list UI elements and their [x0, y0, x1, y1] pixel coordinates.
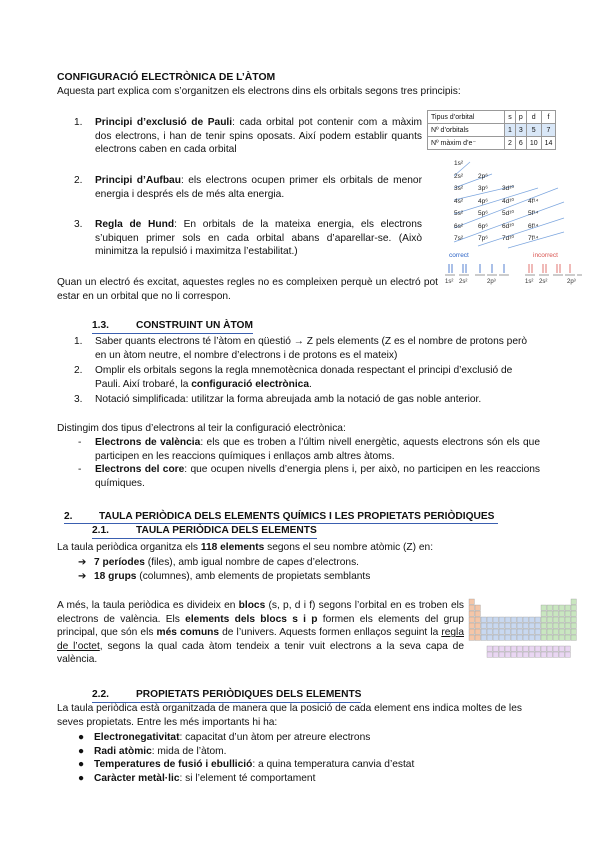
element-cell — [559, 629, 564, 634]
element-cell — [553, 629, 558, 634]
principle-aufbau: 2. Principi d’Aufbau: els electrons ocupen primer els orbitals de menor energia i després els de més alta energia. — [74, 175, 422, 200]
element-cell — [559, 617, 564, 622]
element-cell — [535, 617, 540, 622]
element-cell — [553, 611, 558, 616]
element-cell — [469, 605, 474, 610]
bullet-icon: ● — [78, 745, 85, 757]
aufbau-labels — [454, 158, 538, 246]
orbital-table-header: Tipus d’orbital s p d f — [428, 111, 556, 124]
element-cell — [535, 646, 540, 651]
element-cell — [493, 652, 498, 657]
element-cell — [499, 652, 504, 657]
element-cell — [541, 629, 546, 634]
step-item: 1. Saber quants electrons té l’àtom en qüestió → Z pels elements (Z es el nombre de protons però en un àtom neutre, el nombre d’electrons i de protons es el mateix) — [74, 336, 528, 361]
periodic-table-intro: La taula periòdica organitza els 118 elements segons el seu nombre atòmic (Z) en: — [57, 542, 434, 553]
element-cell — [541, 623, 546, 628]
element-cell — [547, 623, 552, 628]
hund-diagram — [443, 252, 583, 292]
element-cell — [571, 629, 576, 634]
element-cell — [541, 617, 546, 622]
principle-name: Principi d’Aufbau — [95, 175, 181, 186]
element-cell — [559, 605, 564, 610]
element-cell — [559, 652, 564, 657]
arrow-item: ➔ 18 grups (columnes), amb elements de propietats semblants — [78, 570, 371, 582]
element-cell — [565, 617, 570, 622]
element-cell — [559, 611, 564, 616]
bullet-icon: ● — [78, 772, 85, 784]
element-cell — [541, 635, 546, 640]
element-cell — [571, 623, 576, 628]
element-cell — [487, 617, 492, 622]
electron-type-item: - Electrons del core: que ocupen nivells d’energia plens i, per això, no participen en les reaccions químiques. — [78, 464, 540, 489]
aufbau-diagram — [448, 158, 578, 250]
element-cell — [565, 629, 570, 634]
element-cell — [499, 623, 504, 628]
bullet-icon: ● — [78, 732, 85, 743]
element-cell — [511, 623, 516, 628]
heading-propietats: 2.2. PROPIETATS PERIÒDIQUES DELS ELEMENTS — [92, 688, 361, 703]
element-cell — [487, 652, 492, 657]
element-cell — [469, 599, 474, 604]
hund-correct-orbitals: 1s² 2s² 2p³ — [445, 279, 496, 285]
element-cell — [529, 623, 534, 628]
propietats-intro: La taula periòdica està organitzada de manera que la posició de cada element ens indica moltes de les seves propietats. Entre les més importants hi ha: — [57, 703, 522, 728]
heading-construint-atom: 1.3. CONSTRUINT UN ÀTOM — [92, 319, 253, 334]
periodic-table-arrows — [78, 556, 538, 583]
element-cell — [517, 652, 522, 657]
list-item: ● Caràcter metàl·lic: si l’element té comportament — [78, 772, 316, 784]
element-cell — [493, 635, 498, 640]
element-cell — [535, 652, 540, 657]
aufbau-row: 2s² 2p⁶ — [454, 172, 488, 180]
orbital-table-row: Nº d’orbitals 1 3 5 7 — [428, 124, 556, 137]
element-cell — [553, 605, 558, 610]
element-cell — [517, 629, 522, 634]
element-cell — [517, 623, 522, 628]
element-cell — [517, 635, 522, 640]
element-cell — [571, 617, 576, 622]
principle-pauli: 1. Principi d’exclusió de Pauli: cada orbital pot contenir com a màxim dos electrons, i han de tenir spins oposats. Així podem establir quants electrons caben en cada orbital — [74, 117, 423, 156]
element-cell — [517, 646, 522, 651]
element-cell — [475, 605, 480, 610]
element-cell — [571, 635, 576, 640]
element-cell — [511, 652, 516, 657]
hund-boxes — [443, 259, 583, 277]
excited-electron-note: Quan un electró és excitat, aquestes regles no es compleixen perquè un electró pot estar en un orbital que no li correspon. — [57, 277, 438, 302]
element-cell — [475, 635, 480, 640]
element-cell — [541, 652, 546, 657]
element-cell — [547, 611, 552, 616]
element-cell — [481, 629, 486, 634]
element-cell — [559, 623, 564, 628]
principle-name: Principi d’exclusió de Pauli — [95, 117, 233, 128]
element-cell — [481, 623, 486, 628]
element-cell — [529, 646, 534, 651]
element-cell — [499, 617, 504, 622]
element-cell — [517, 617, 522, 622]
arrow-item: ➔ 7 períodes (files), amb igual nombre de capes d’electrons. — [78, 557, 360, 568]
orbital-table — [427, 110, 556, 150]
electron-type-item: - Electrons de valència: els que es troben a l’últim nivell energètic, aquests electrons són els que participen en les reaccions químiques i enllaços amb altres àtoms. — [78, 437, 540, 462]
element-cell — [565, 635, 570, 640]
element-cell — [571, 599, 576, 604]
element-cell — [571, 611, 576, 616]
aufbau-row: 7s² 7p⁶ 7d¹⁰ 7f¹⁴ — [454, 235, 539, 242]
aufbau-row: 3s² 3p⁶ 3d¹⁰ — [454, 185, 515, 192]
blocks-paragraph: A més, la taula periòdica es divideix en blocs (s, p, d i f) segons l’orbital en es troben els electrons de valència. Els elements dels blocs s i p formen els elements del grup principal, que són els més comuns de l’univers. Aquests formen enllaços seguint la regla de l’octet, segons la qual cada àtom tendeix a tenir vuit electrons a la seva capa de valència. — [57, 600, 464, 666]
element-cell — [493, 629, 498, 634]
element-cell — [523, 635, 528, 640]
element-cell — [565, 652, 570, 657]
element-cell — [523, 646, 528, 651]
element-cell — [487, 623, 492, 628]
element-cell — [553, 623, 558, 628]
element-cell — [511, 635, 516, 640]
electron-types-intro: Distingim dos tipus d’electrons al teir la configuració electrònica: — [57, 423, 346, 434]
orbital-table-row: Nº màxim d’e⁻ 2 6 10 14 — [428, 137, 556, 150]
step-item: 3. Notació simplificada: utilitzar la forma abreujada amb la notació de gas noble anterior. — [74, 394, 482, 406]
element-cell — [475, 629, 480, 634]
element-cell — [487, 646, 492, 651]
element-cell — [475, 623, 480, 628]
hund-incorrect-label: incorrect — [533, 252, 558, 259]
element-cell — [547, 605, 552, 610]
list-item: ● Radi atòmic: mida de l’àtom. — [78, 745, 227, 757]
element-cell — [559, 646, 564, 651]
element-cell — [547, 629, 552, 634]
element-cell — [541, 646, 546, 651]
list-item: ● Temperatures de fusió i ebullició: a quina temperatura canvia d’estat — [78, 759, 415, 771]
element-cell — [565, 646, 570, 651]
heading-taula-periodica-main: 2. TAULA PERIÒDICA DELS ELEMENTS QUÍMICS I LES PROPIETATS PERIÒDIQUES — [64, 510, 494, 524]
aufbau-row: 1s² — [454, 160, 464, 167]
element-cell — [571, 605, 576, 610]
arrow-icon: ➔ — [78, 570, 87, 582]
element-cell — [535, 635, 540, 640]
element-cell — [559, 635, 564, 640]
element-cell — [565, 623, 570, 628]
element-cell — [493, 623, 498, 628]
section-intro: Aquesta part explica com s’organitzen els electrons dins els orbitals segons tres principis: — [57, 86, 461, 97]
element-cell — [547, 652, 552, 657]
element-cell — [523, 652, 528, 657]
aufbau-row: 4s² 4p⁶ 4d¹⁰ 4f¹⁴ — [454, 197, 539, 205]
element-cell — [475, 611, 480, 616]
hund-incorrect-orbitals: 1s² 2s² 2p³ — [525, 279, 576, 285]
principle-hund: 3. Regla de Hund: En orbitals de la mateixa energia, els electrons s’ubiquen primer sols en cada orbital abans d’aparellar-se. (Això minimitza la repulsió i maximitza l’estabilitat.) — [74, 219, 422, 258]
step-item: 2. Omplir els orbitals segons la regla mnemotècnica donada respectant el principi d’exclusió de Pauli. Així trobaré, la configuració electrònica. — [74, 365, 513, 390]
element-cell — [493, 646, 498, 651]
element-cell — [499, 635, 504, 640]
element-cell — [505, 646, 510, 651]
element-cell — [535, 629, 540, 634]
element-cell — [499, 646, 504, 651]
element-cell — [469, 629, 474, 634]
element-cell — [511, 629, 516, 634]
element-cell — [553, 617, 558, 622]
heading-taula-periodica-sub: 2.1. TAULA PERIÒDICA DELS ELEMENTS — [92, 524, 317, 539]
element-cell — [469, 611, 474, 616]
element-cell — [541, 611, 546, 616]
element-cell — [511, 646, 516, 651]
electron-types-list — [78, 436, 540, 490]
element-cell — [523, 617, 528, 622]
element-cell — [475, 617, 480, 622]
element-cell — [469, 623, 474, 628]
element-cell — [553, 646, 558, 651]
element-cell — [487, 635, 492, 640]
hund-correct-label: correct — [449, 252, 469, 259]
aufbau-row: 6s² 6p⁶ 6d¹⁰ 6f¹⁴ — [454, 222, 539, 230]
element-cell — [565, 611, 570, 616]
element-cell — [547, 646, 552, 651]
element-cell — [535, 623, 540, 628]
principle-name: Regla de Hund — [95, 219, 175, 230]
element-cell — [499, 629, 504, 634]
arrow-icon: ➔ — [78, 557, 87, 568]
element-cell — [505, 623, 510, 628]
element-cell — [541, 605, 546, 610]
element-cell — [469, 617, 474, 622]
element-cell — [529, 652, 534, 657]
element-cell — [565, 605, 570, 610]
list-item: ● Electronegativitat: capacitat d’un àtom per atreure electrons — [78, 732, 371, 743]
section-title-configuracio: CONFIGURACIÓ ELECTRÒNICA DE L’ÀTOM — [57, 72, 276, 83]
element-cell — [529, 635, 534, 640]
element-cell — [547, 617, 552, 622]
element-cell — [481, 635, 486, 640]
element-cell — [511, 617, 516, 622]
aufbau-row: 5s² 5p⁶ 5d¹⁰ 5f¹⁴ — [454, 210, 539, 217]
element-cell — [523, 629, 528, 634]
octet-rule-link[interactable]: regla de l’octet — [57, 627, 464, 652]
propietats-list — [78, 731, 538, 785]
element-cell — [529, 629, 534, 634]
element-cell — [481, 617, 486, 622]
periodic-table-image — [468, 598, 580, 660]
element-cell — [553, 635, 558, 640]
element-cell — [505, 635, 510, 640]
element-cell — [505, 617, 510, 622]
construint-steps — [74, 335, 540, 407]
element-cell — [493, 617, 498, 622]
element-cell — [505, 629, 510, 634]
element-cell — [547, 635, 552, 640]
element-cell — [469, 635, 474, 640]
element-cell — [553, 652, 558, 657]
element-cell — [487, 629, 492, 634]
element-cell — [505, 652, 510, 657]
element-cell — [523, 623, 528, 628]
bullet-icon: ● — [78, 759, 85, 771]
element-cell — [529, 617, 534, 622]
